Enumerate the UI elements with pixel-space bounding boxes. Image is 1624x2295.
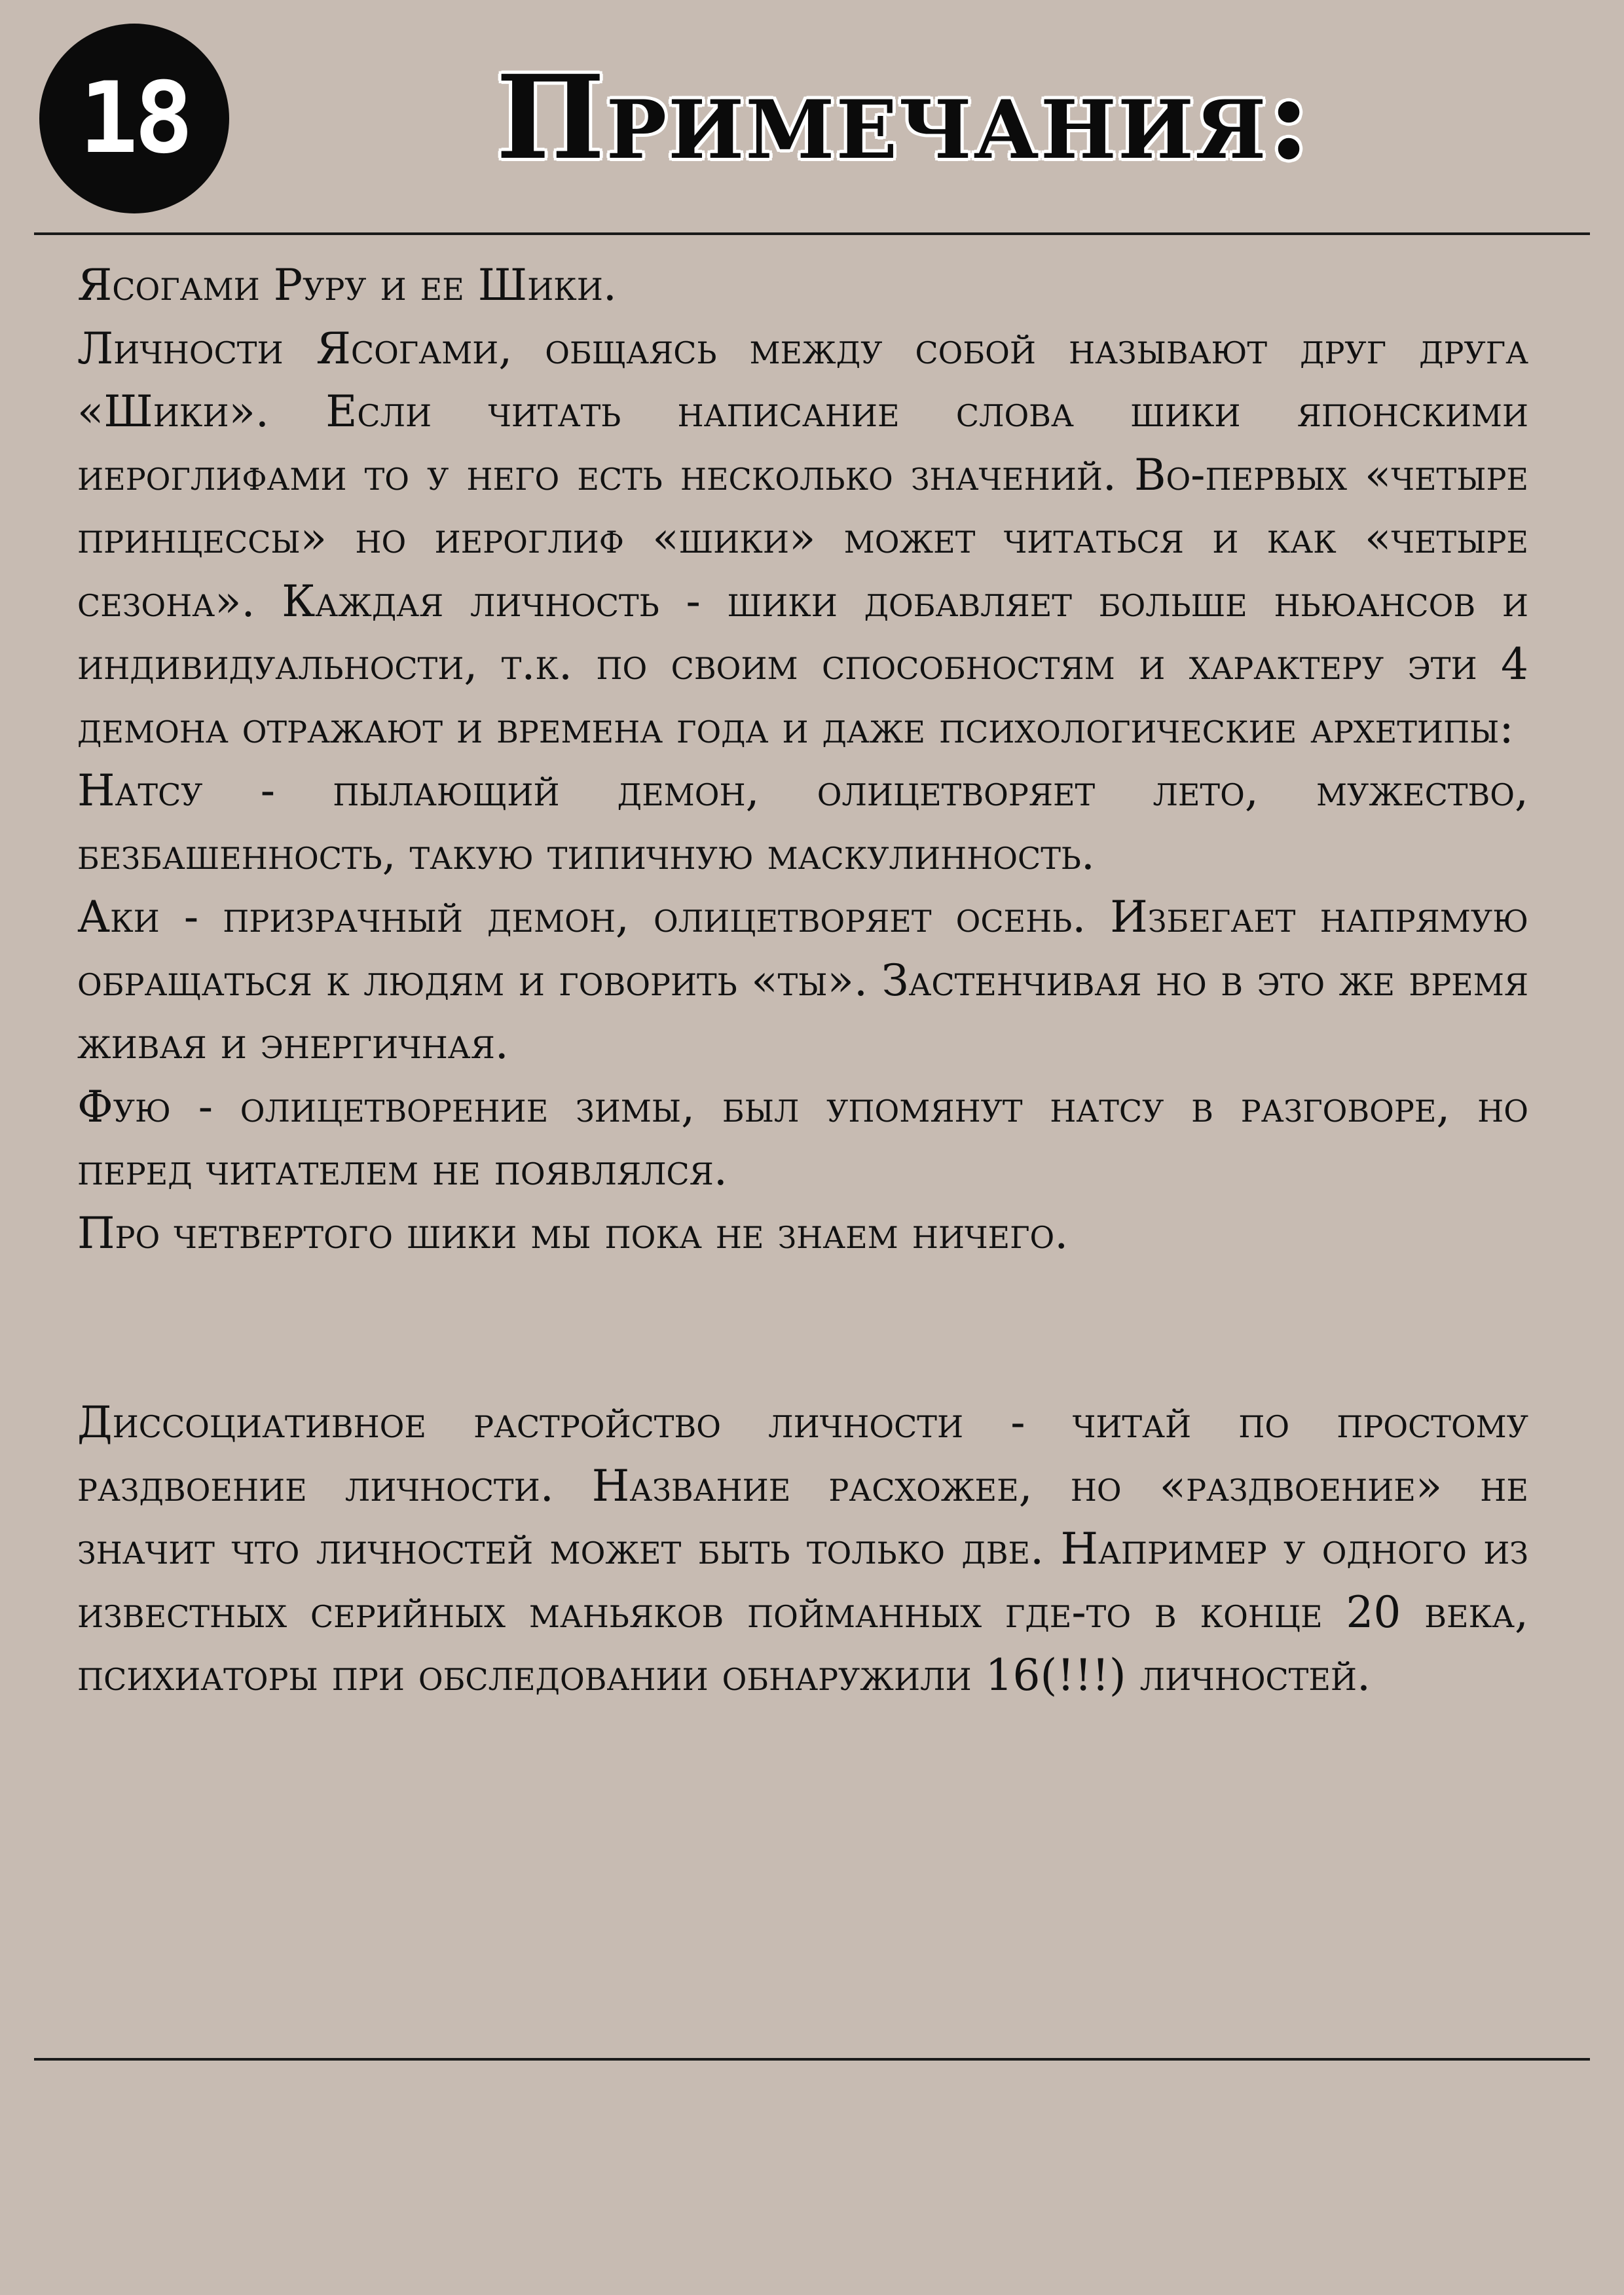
note-paragraph-fuyu: Фую - олицетворение зимы, был упомянут натсу в разговоре, но перед читателем не появлялся. <box>77 1081 1528 1195</box>
notes-body <box>77 254 1528 1708</box>
page-number-badge <box>39 24 229 213</box>
note-paragraph-fourth: Про четвертого шики мы пока не знаем ничего. <box>77 1207 1069 1258</box>
section-heading: Ясогами Руру и ее Шики. <box>77 260 617 310</box>
top-divider <box>34 232 1590 235</box>
section-spacer <box>77 1265 1528 1391</box>
page-number: 18 <box>79 62 190 175</box>
note-paragraph-dissociative: Диссоциативное растройство личности - читай по простому раздвоение личности. Название расхожее, но «раздвоение» не значит что личностей может быть только две. Например у одного из известных серийных маньяков пойманных где-то в конце 20 века, психиаторы при обследовании обнаружили 16(!!!) личностей. <box>77 1397 1528 1700</box>
bottom-divider <box>34 2058 1590 2061</box>
note-paragraph-aki: Аки - призрачный демон, олицетворяет осень. Избегает напрямую обращаться к людям и говорить «ты». Застенчивая но в это же время живая и энергичная. <box>77 892 1528 1069</box>
note-paragraph-shiki: Личности Ясогами, общаясь между собой называют друг друга «Шики». Если читать написание слова шики японскими иероглифами то у него есть несколько значений. Во-первых «четыре принцессы» но иероглиф «шики» может читаться и как «четыре сезона». Каждая личность - шики добавляет больше ньюансов и индивидуальности, т.к. по своим способностям и характеру эти 4 демона отражают и времена года и даже психологические архетипы: <box>77 323 1528 753</box>
page-title: Примечания: <box>496 50 1312 185</box>
note-paragraph-natsu: Натсу - пылающий демон, олицетворяет лето, мужество, безбашенность, такую типичную маскулинность. <box>77 765 1528 879</box>
